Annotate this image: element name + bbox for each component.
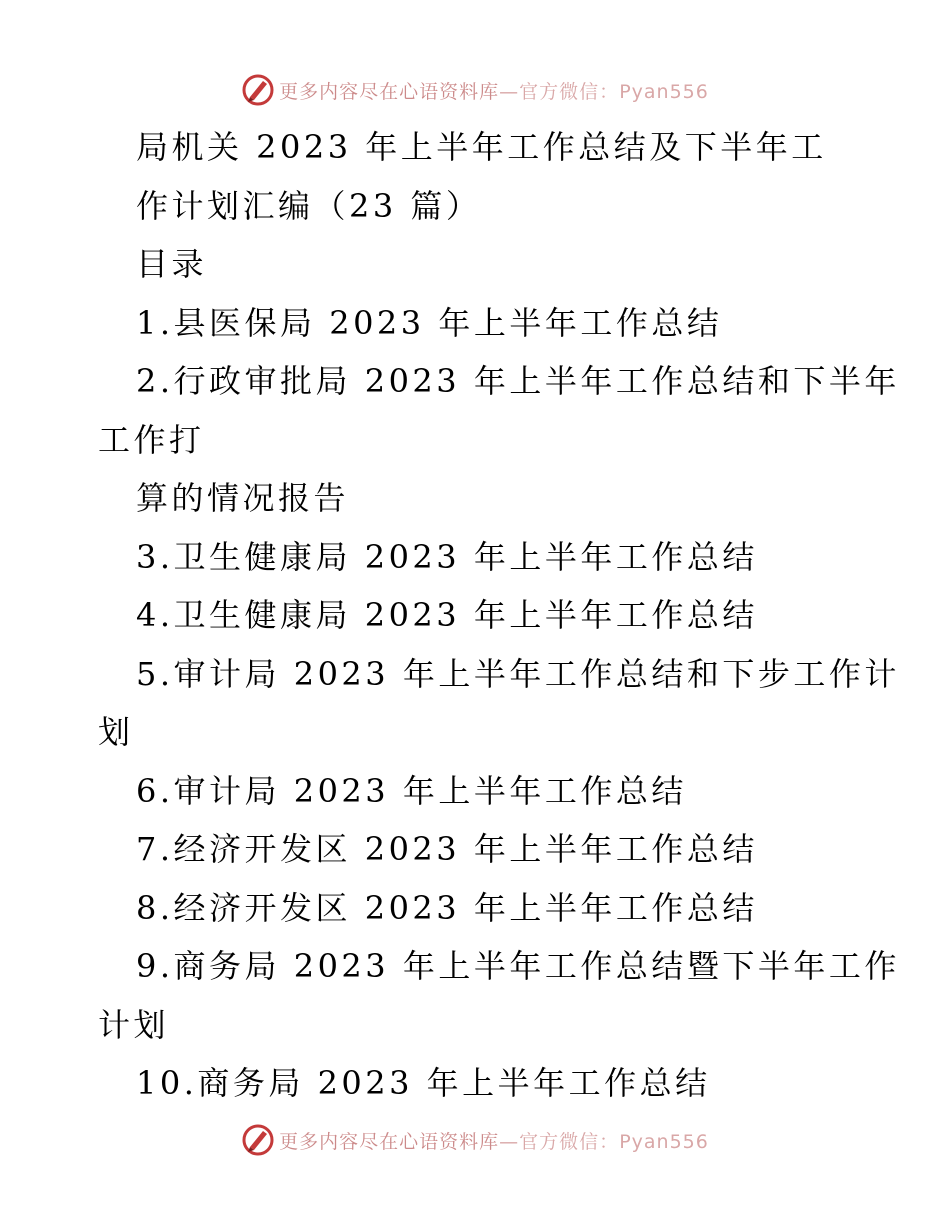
- toc-line: 8.经济开发区 2023 年上半年工作总结: [136, 888, 758, 927]
- toc-line: 工作打: [98, 420, 205, 459]
- watermark-text: 更多内容尽在心语资料库—官方微信：Pyan556: [279, 80, 709, 103]
- pen-logo-icon: [241, 1123, 275, 1157]
- toc-line: 2.行政审批局 2023 年上半年工作总结和下半年: [136, 362, 900, 400]
- toc-line: 算的情况报告: [136, 479, 350, 517]
- toc-line: 划: [98, 713, 134, 751]
- document-title-line-2: 作计划汇编（23 篇）: [136, 186, 482, 225]
- watermark-text: 更多内容尽在心语资料库—官方微信：Pyan556: [279, 1130, 709, 1153]
- header-watermark: [0, 70, 950, 110]
- toc-line: 7.经济开发区 2023 年上半年工作总结: [136, 830, 758, 868]
- toc-line: 1.县医保局 2023 年上半年工作总结: [136, 303, 723, 342]
- toc-heading: 目录: [136, 245, 208, 283]
- toc-line: 6.审计局 2023 年上半年工作总结: [136, 771, 687, 810]
- toc-line: 10.商务局 2023 年上半年工作总结: [136, 1064, 711, 1102]
- footer-watermark: [0, 1120, 950, 1160]
- toc-line: 3.卫生健康局 2023 年上半年工作总结: [136, 537, 758, 576]
- toc-line: 9.商务局 2023 年上半年工作总结暨下半年工作: [136, 947, 900, 985]
- table-of-contents: [98, 294, 900, 1113]
- toc-line: 5.审计局 2023 年上半年工作总结和下步工作计: [136, 654, 900, 693]
- toc-line: 4.卫生健康局 2023 年上半年工作总结: [136, 596, 758, 634]
- document-title-line-1: 局机关 2023 年上半年工作总结及下半年工: [136, 128, 827, 166]
- pen-logo-icon: [241, 73, 275, 107]
- document-body: [98, 118, 900, 1113]
- toc-line: 计划: [98, 1005, 170, 1044]
